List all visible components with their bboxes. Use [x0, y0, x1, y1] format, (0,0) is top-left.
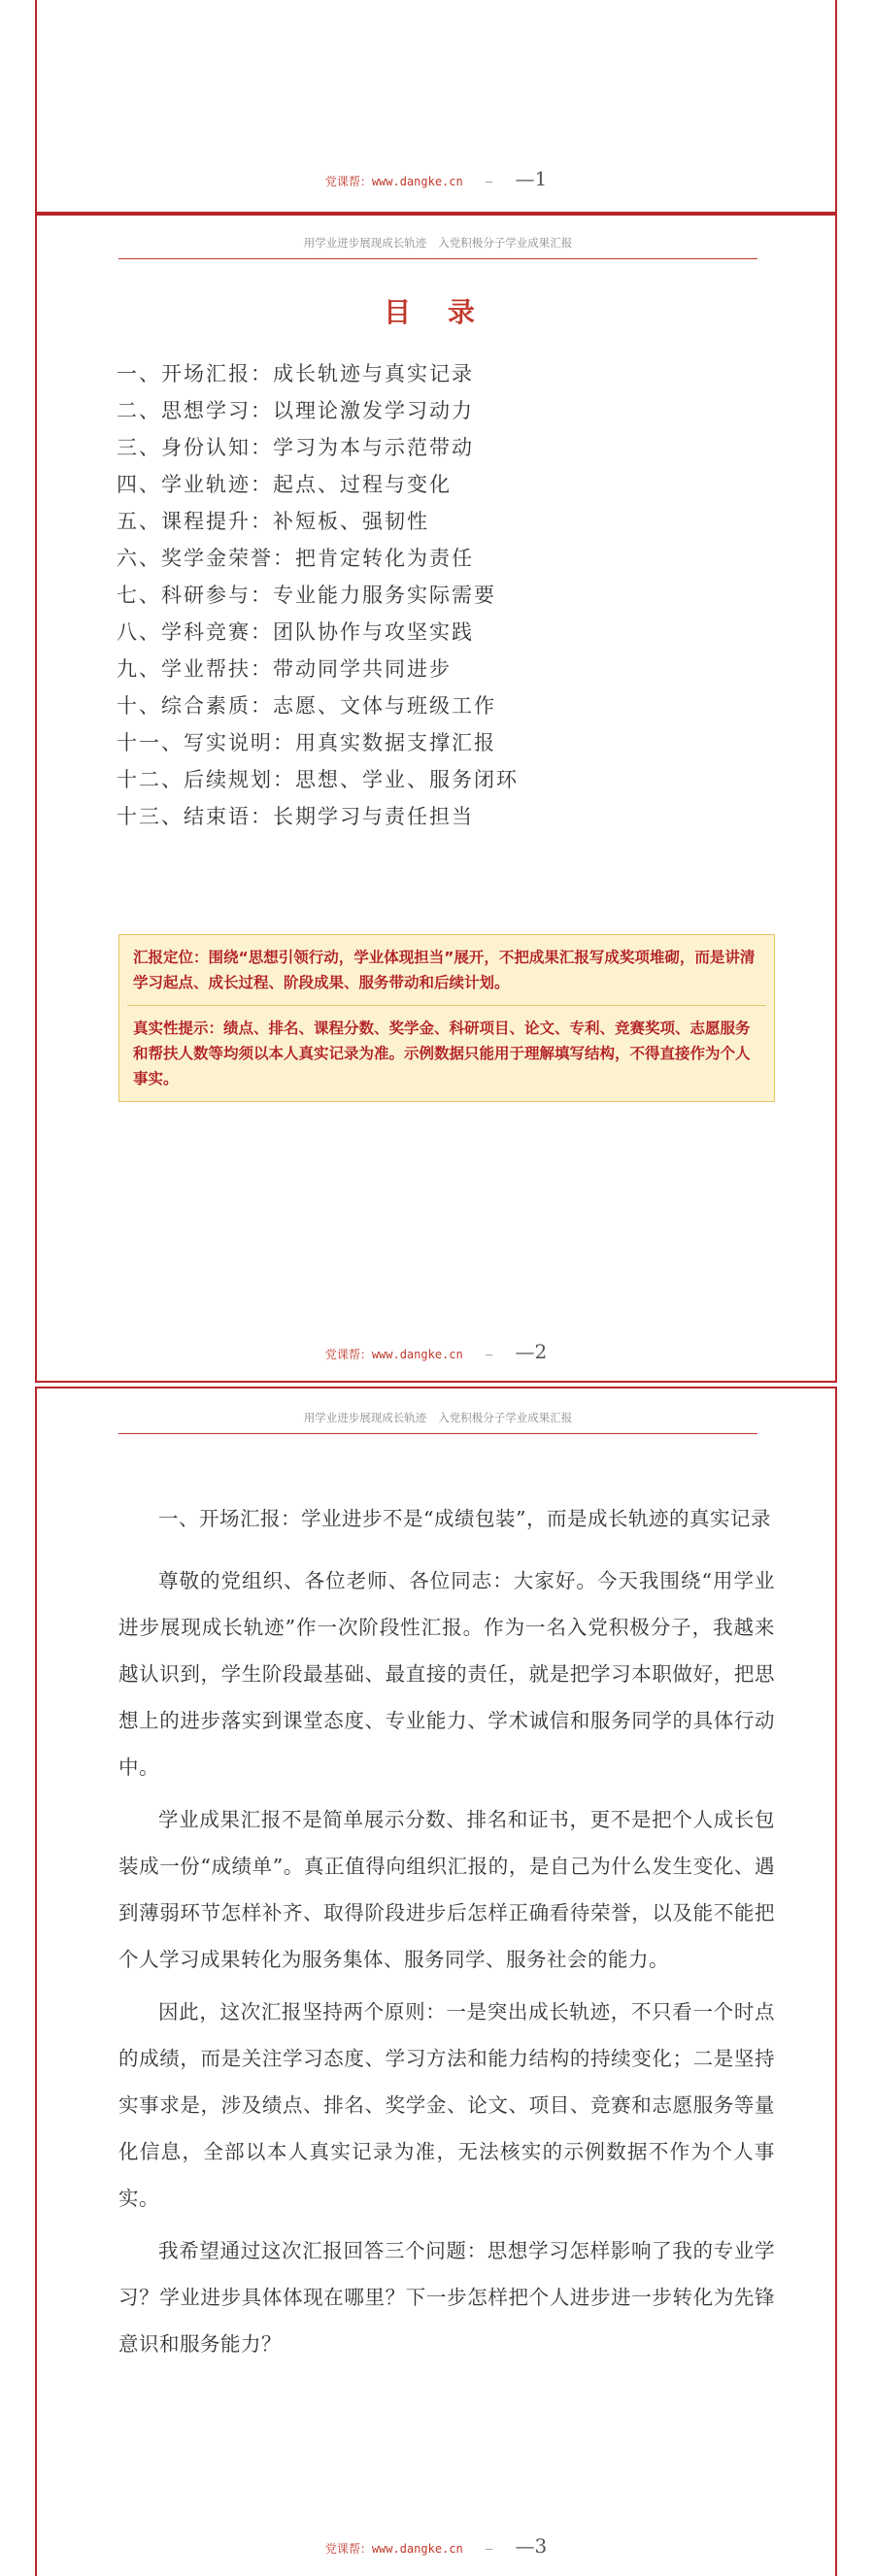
footer-dash: —: [485, 175, 493, 188]
page-header: [118, 1410, 757, 1434]
page-number: —3: [515, 2534, 548, 2558]
header-right: 入党积极分子学业成果汇报: [438, 236, 573, 250]
toc-title: 目 录: [384, 296, 488, 328]
header-left: 用学业进步展现成长轨迹: [303, 1411, 427, 1424]
section-1-body: [118, 1495, 775, 2373]
footer-site[interactable]: 党课帮：www.dangke.cn: [324, 1348, 463, 1361]
paragraph: 因此，这次汇报坚持两个原则：一是突出成长轨迹，不只看一个时点的成绩，而是关注学习态度、学习方法和能力结构的持续变化；二是坚持实事求是，涉及绩点、排名、奖学金、论文、项目、竞赛和志愿服务等量化信息，全部以本人真实记录为准，无法核实的示例数据不作为个人事实。: [118, 2000, 775, 2210]
header-left: 用学业进步展现成长轨迹: [303, 236, 427, 250]
toc-item[interactable]: 十一、写实说明：用真实数据支撑汇报: [117, 731, 496, 754]
toc-list: [117, 355, 519, 835]
toc-item[interactable]: 六、奖学金荣誉：把肯定转化为责任: [117, 547, 474, 570]
notice-box: [118, 934, 775, 1102]
footer-site[interactable]: 党课帮：www.dangke.cn: [324, 175, 463, 188]
page-footer: [37, 1340, 835, 1363]
toc-item[interactable]: 三、身份认知：学习为本与示范带动: [117, 436, 474, 459]
toc-item[interactable]: 九、学业帮扶：带动同学共同进步: [117, 657, 452, 681]
toc-item[interactable]: 十、综合素质：志愿、文体与班级工作: [117, 694, 496, 718]
page-2: [35, 212, 837, 1383]
footer-dash: —: [485, 2542, 493, 2556]
toc-item[interactable]: 十三、结束语：长期学习与责任担当: [117, 805, 474, 828]
toc-item[interactable]: 一、开场汇报：成长轨迹与真实记录: [117, 362, 474, 385]
toc-item[interactable]: 八、学科竞赛：团队协作与攻坚实践: [117, 620, 474, 644]
page-number: —2: [515, 1340, 548, 1363]
toc-item[interactable]: 五、课程提升：补短板、强韧性: [117, 510, 429, 533]
header-right: 入党积极分子学业成果汇报: [438, 1411, 573, 1424]
paragraph: 我希望通过这次汇报回答三个问题：思想学习怎样影响了我的专业学习？学业进步具体体现在哪里？下一步怎样把个人进步进一步转化为先锋意识和服务能力？: [118, 2239, 775, 2356]
footer-site[interactable]: 党课帮：www.dangke.cn: [324, 2542, 463, 2556]
toc-item[interactable]: 四、学业轨迹：起点、过程与变化: [117, 473, 452, 496]
page-footer: [37, 167, 835, 190]
page-3: [35, 1387, 837, 2576]
page-number: —1: [515, 167, 548, 190]
page-footer: [37, 2534, 835, 2558]
paragraph: 尊敬的党组织、各位老师、各位同志：大家好。今天我围绕“用学业进步展现成长轨迹”作一次阶段性汇报。作为一名入党积极分子，我越来越认识到，学生阶段最基础、最直接的责任，就是把学习本职做好，把思想上的进步落实到课堂态度、专业能力、学术诚信和服务同学的具体行动中。: [118, 1569, 775, 1779]
notice-authenticity: 真实性提示：绩点、排名、课程分数、奖学金、科研项目、论文、专利、竞赛奖项、志愿服务和帮扶人数等均须以本人真实记录为准。示例数据只能用于理解填写结构，不得直接作为个人事实。: [133, 1020, 751, 1087]
toc-item[interactable]: 七、科研参与：专业能力服务实际需要: [117, 584, 496, 607]
page-header: [118, 235, 757, 259]
notice-positioning: 汇报定位：围绕“思想引领行动，学业体现担当”展开，不把成果汇报写成奖项堆砌，而是讲清学习起点、成长过程、阶段成果、服务带动和后续计划。: [133, 949, 756, 991]
page-1: [35, 0, 837, 216]
toc-item[interactable]: 二、思想学习：以理论激发学习动力: [117, 399, 474, 422]
section-heading: 一、开场汇报：学业进步不是“成绩包装”，而是成长轨迹的真实记录: [158, 1507, 771, 1530]
toc-item[interactable]: 十二、后续规划：思想、学业、服务闭环: [117, 768, 519, 791]
footer-dash: —: [485, 1348, 493, 1361]
paragraph: 学业成果汇报不是简单展示分数、排名和证书，更不是把个人成长包装成一份“成绩单”。真正值得向组织汇报的，是自己为什么发生变化、遇到薄弱环节怎样补齐、取得阶段进步后怎样正确看待荣誉，以及能不能把个人学习成果转化为服务集体、服务同学、服务社会的能力。: [118, 1808, 775, 1971]
